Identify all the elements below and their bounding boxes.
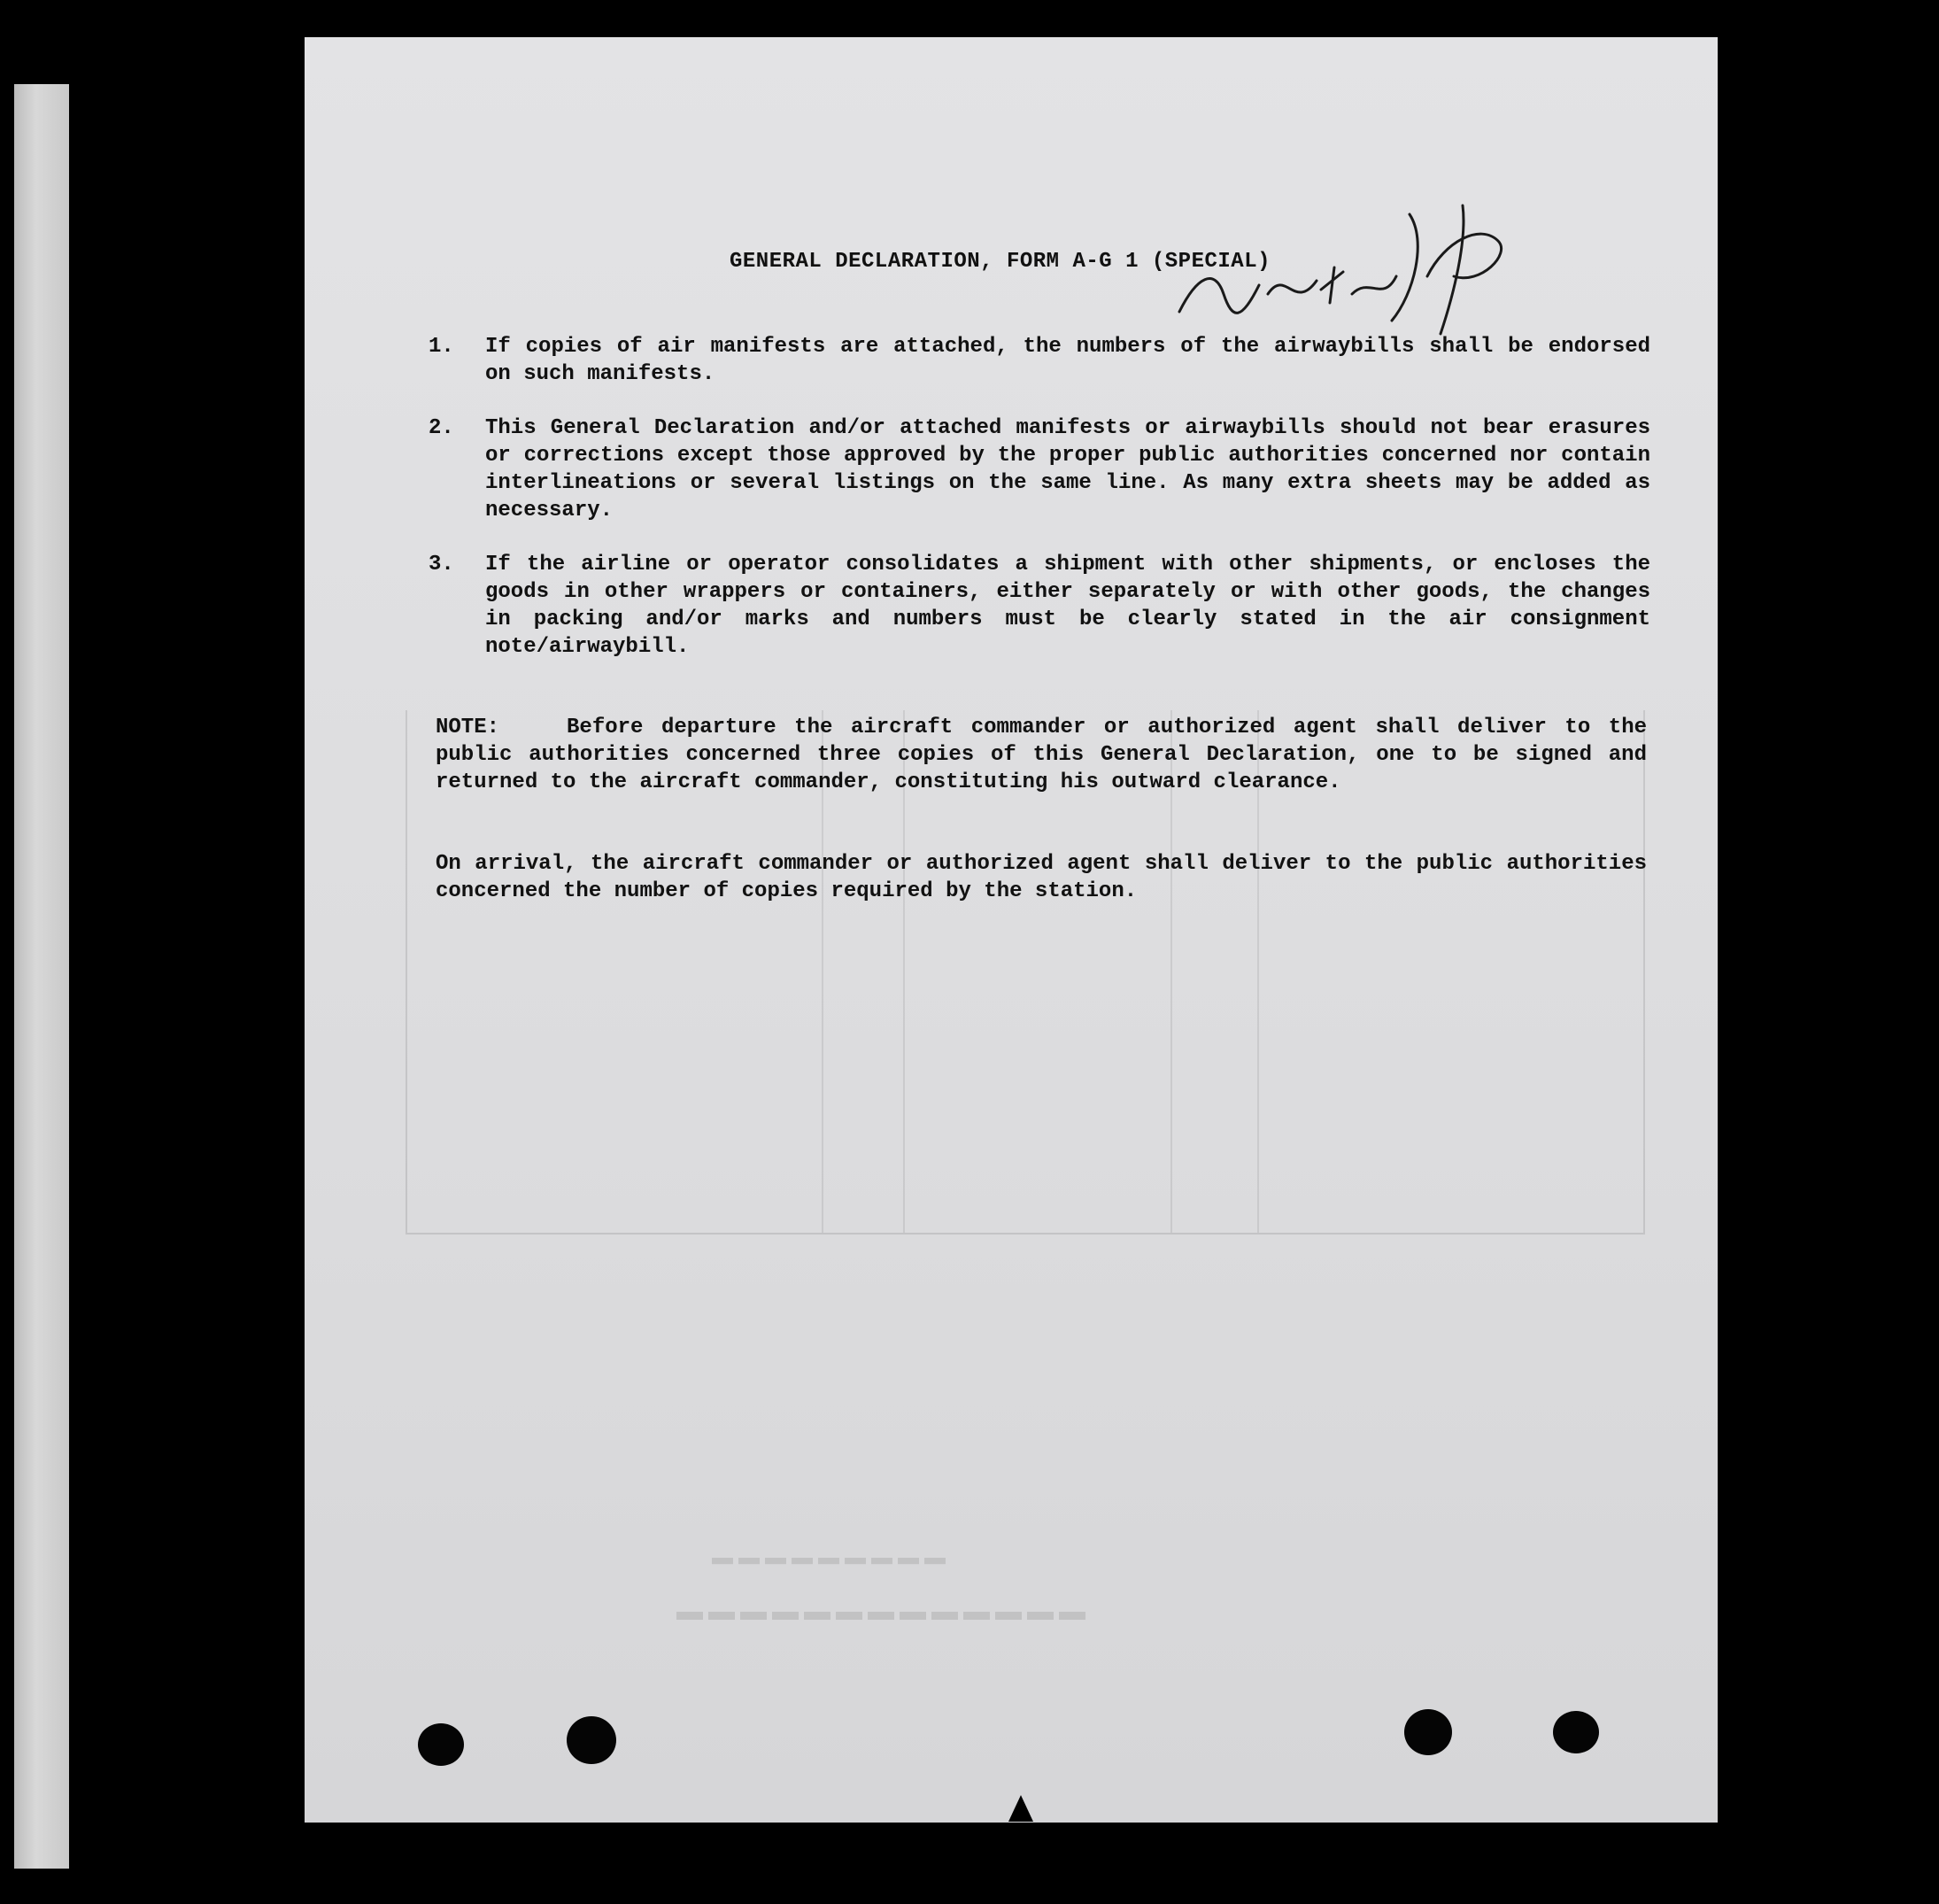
item-number: 1. — [429, 335, 454, 359]
document-title: GENERAL DECLARATION, FORM A-G 1 (SPECIAL) — [730, 250, 1271, 274]
bleed-through-heading: ▬▬▬▬▬▬▬▬▬▬▬▬▬ — [676, 1606, 1091, 1635]
arrival-note: On arrival, the aircraft commander or authorized agent shall deliver to the public authorities concerned the number of copies required by the station. — [436, 852, 1647, 903]
item-text: This General Declaration and/or attached manifests or airwaybills should not bear erasures or corrections except those approved by the proper public authorities concerned nor contain interlineations or several listings on the same line. As many extra sheets may be added as necessary. — [485, 416, 1650, 522]
punch-hole — [1404, 1709, 1452, 1755]
document-page — [305, 37, 1718, 1823]
list-item — [429, 414, 1650, 524]
item-number: 3. — [429, 553, 454, 577]
list-item — [429, 551, 1650, 661]
punch-hole — [418, 1723, 464, 1766]
item-number: 2. — [429, 416, 454, 440]
departure-note — [436, 714, 1647, 796]
item-text: If copies of air manifests are attached, the numbers of the airwaybills shall be endorsed on such manifests. — [485, 335, 1650, 386]
punch-hole — [1553, 1711, 1599, 1753]
bleed-through-subheading: ▬▬▬▬▬▬▬▬▬ — [712, 1552, 951, 1575]
paper-tear — [1008, 1795, 1033, 1822]
punch-hole — [567, 1716, 616, 1764]
adjacent-page-edge — [14, 84, 69, 1869]
note-label: NOTE: — [436, 716, 500, 739]
list-item — [429, 333, 1650, 388]
note-text: Before departure the aircraft commander or authorized agent shall deliver to the public authorities concerned three copies of this General Declaration, one to be signed and returned to the aircraft commander, constituting his outward clearance. — [436, 716, 1647, 794]
item-text: If the airline or operator consolidates a shipment with other shipments, or encloses the goods in other wrappers or containers, either separately or with other goods, the changes in packing and/or marks and numbers must be clearly stated in the air consignment note/airwaybill. — [485, 553, 1650, 659]
